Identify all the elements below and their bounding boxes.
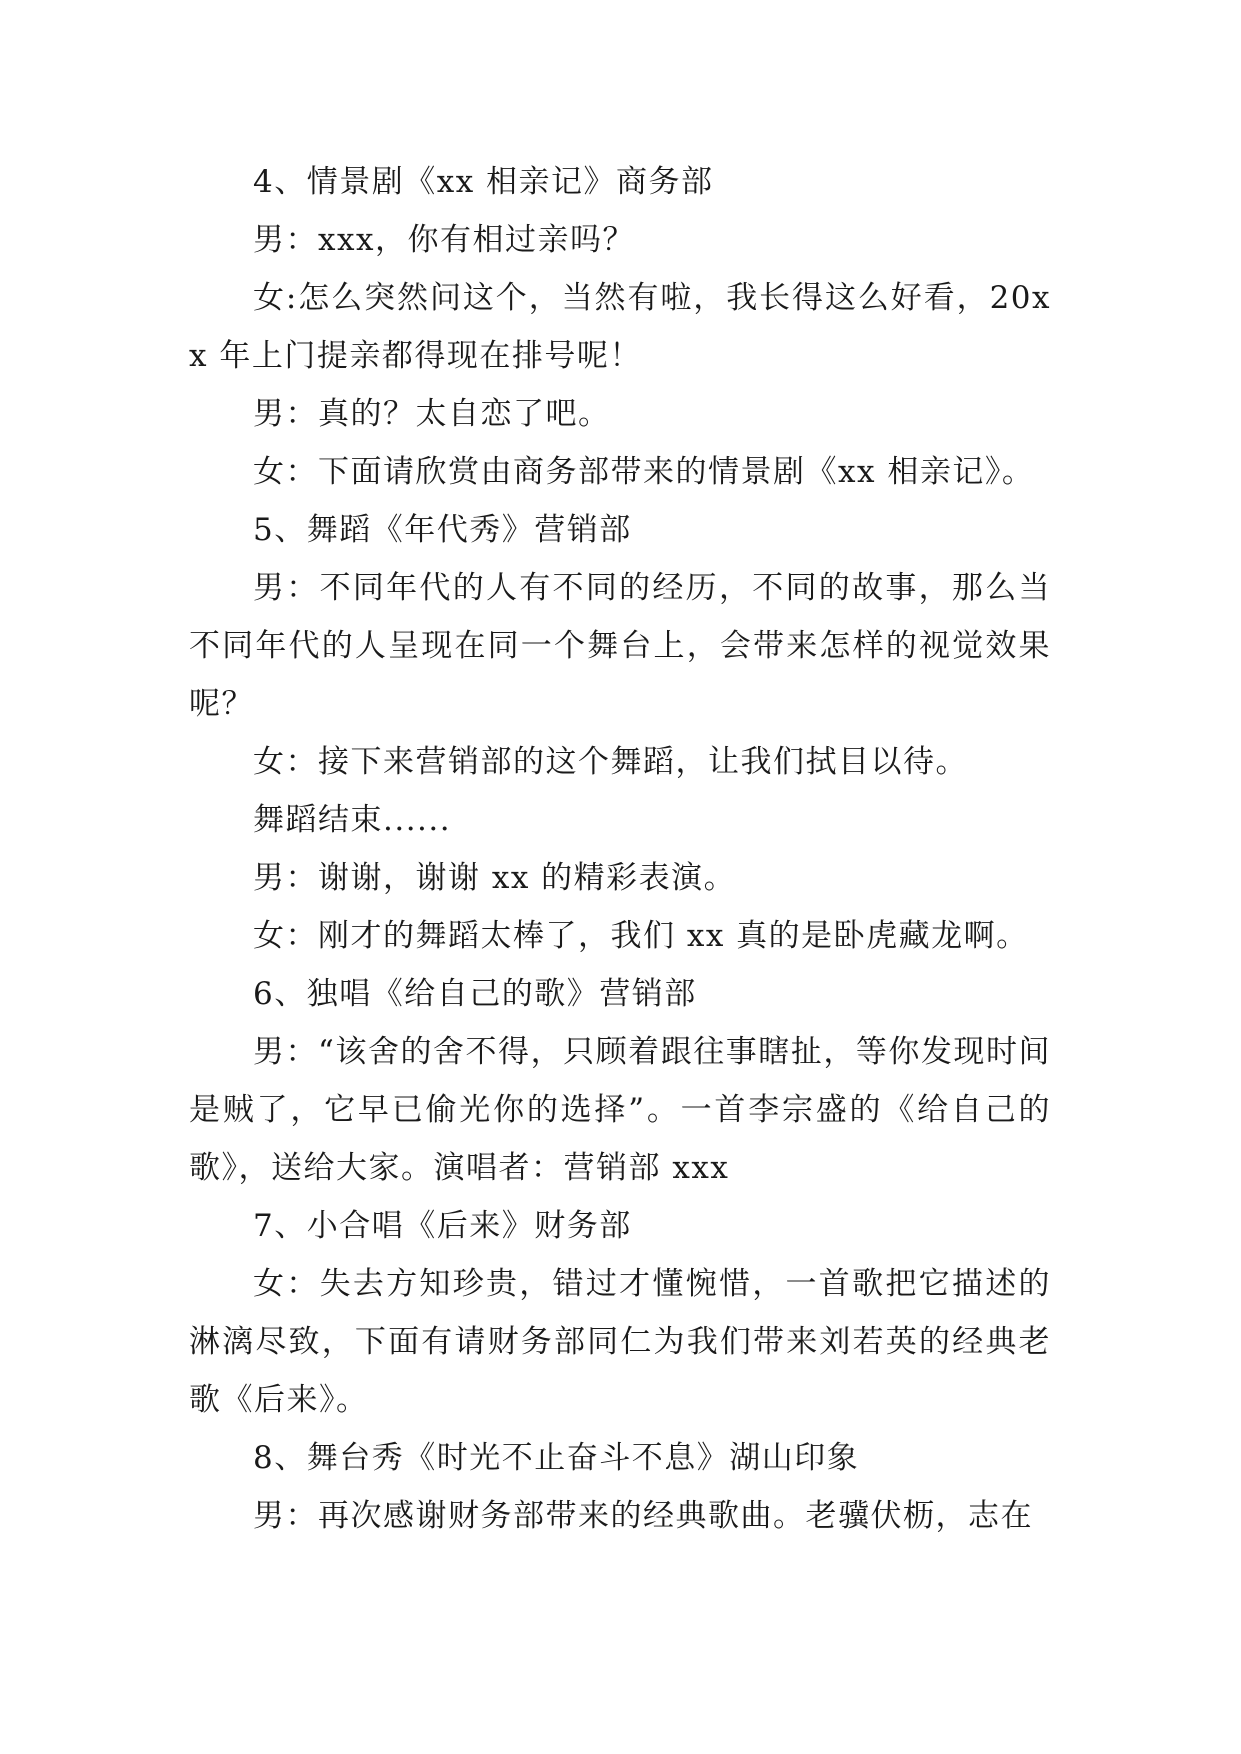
dialogue-line: 男：谢谢，谢谢 xx 的精彩表演。 <box>253 860 737 896</box>
section-heading-7: 7、小合唱《后来》财务部 <box>253 1208 632 1244</box>
section-heading-8: 8、舞台秀《时光不止奋斗不息》湖山印象 <box>253 1440 860 1476</box>
document-body <box>189 153 1051 1545</box>
dialogue-line: 男：再次感谢财务部带来的经典歌曲。老骥伏枥，志在 <box>253 1498 1033 1534</box>
dialogue-line: 男：“该舍的舍不得，只顾着跟往事瞎扯，等你发现时间是贼了，它早已偷光你的选择”。一首李宗盛的《给自己的歌》，送给大家。演唱者：营销部 xxx <box>189 1034 1051 1186</box>
section-heading-6: 6、独唱《给自己的歌》营销部 <box>253 976 697 1012</box>
dialogue-line: 女：接下来营销部的这个舞蹈，让我们拭目以待。 <box>253 744 968 780</box>
dialogue-line: 男：xxx，你有相过亲吗？ <box>253 222 635 258</box>
dialogue-line: 女：下面请欣赏由商务部带来的情景剧《xx 相亲记》。 <box>253 454 1035 490</box>
dialogue-line: 男：真的？太自恋了吧。 <box>253 396 611 432</box>
section-heading-4: 4、情景剧《xx 相亲记》商务部 <box>253 164 714 200</box>
dialogue-line: 女：刚才的舞蹈太棒了，我们 xx 真的是卧虎藏龙啊。 <box>253 918 1029 954</box>
dialogue-line: 女：失去方知珍贵，错过才懂惋惜，一首歌把它描述的淋漓尽致，下面有请财务部同仁为我们带来刘若英的经典老歌《后来》。 <box>189 1266 1051 1418</box>
dialogue-line: 女:怎么突然问这个，当然有啦，我长得这么好看，20xx 年上门提亲都得现在排号呢！ <box>189 280 1051 374</box>
section-heading-5: 5、舞蹈《年代秀》营销部 <box>253 512 632 548</box>
dialogue-line: 男：不同年代的人有不同的经历，不同的故事，那么当不同年代的人呈现在同一个舞台上，会带来怎样的视觉效果呢？ <box>189 570 1051 722</box>
stage-direction: 舞蹈结束...... <box>253 802 452 838</box>
